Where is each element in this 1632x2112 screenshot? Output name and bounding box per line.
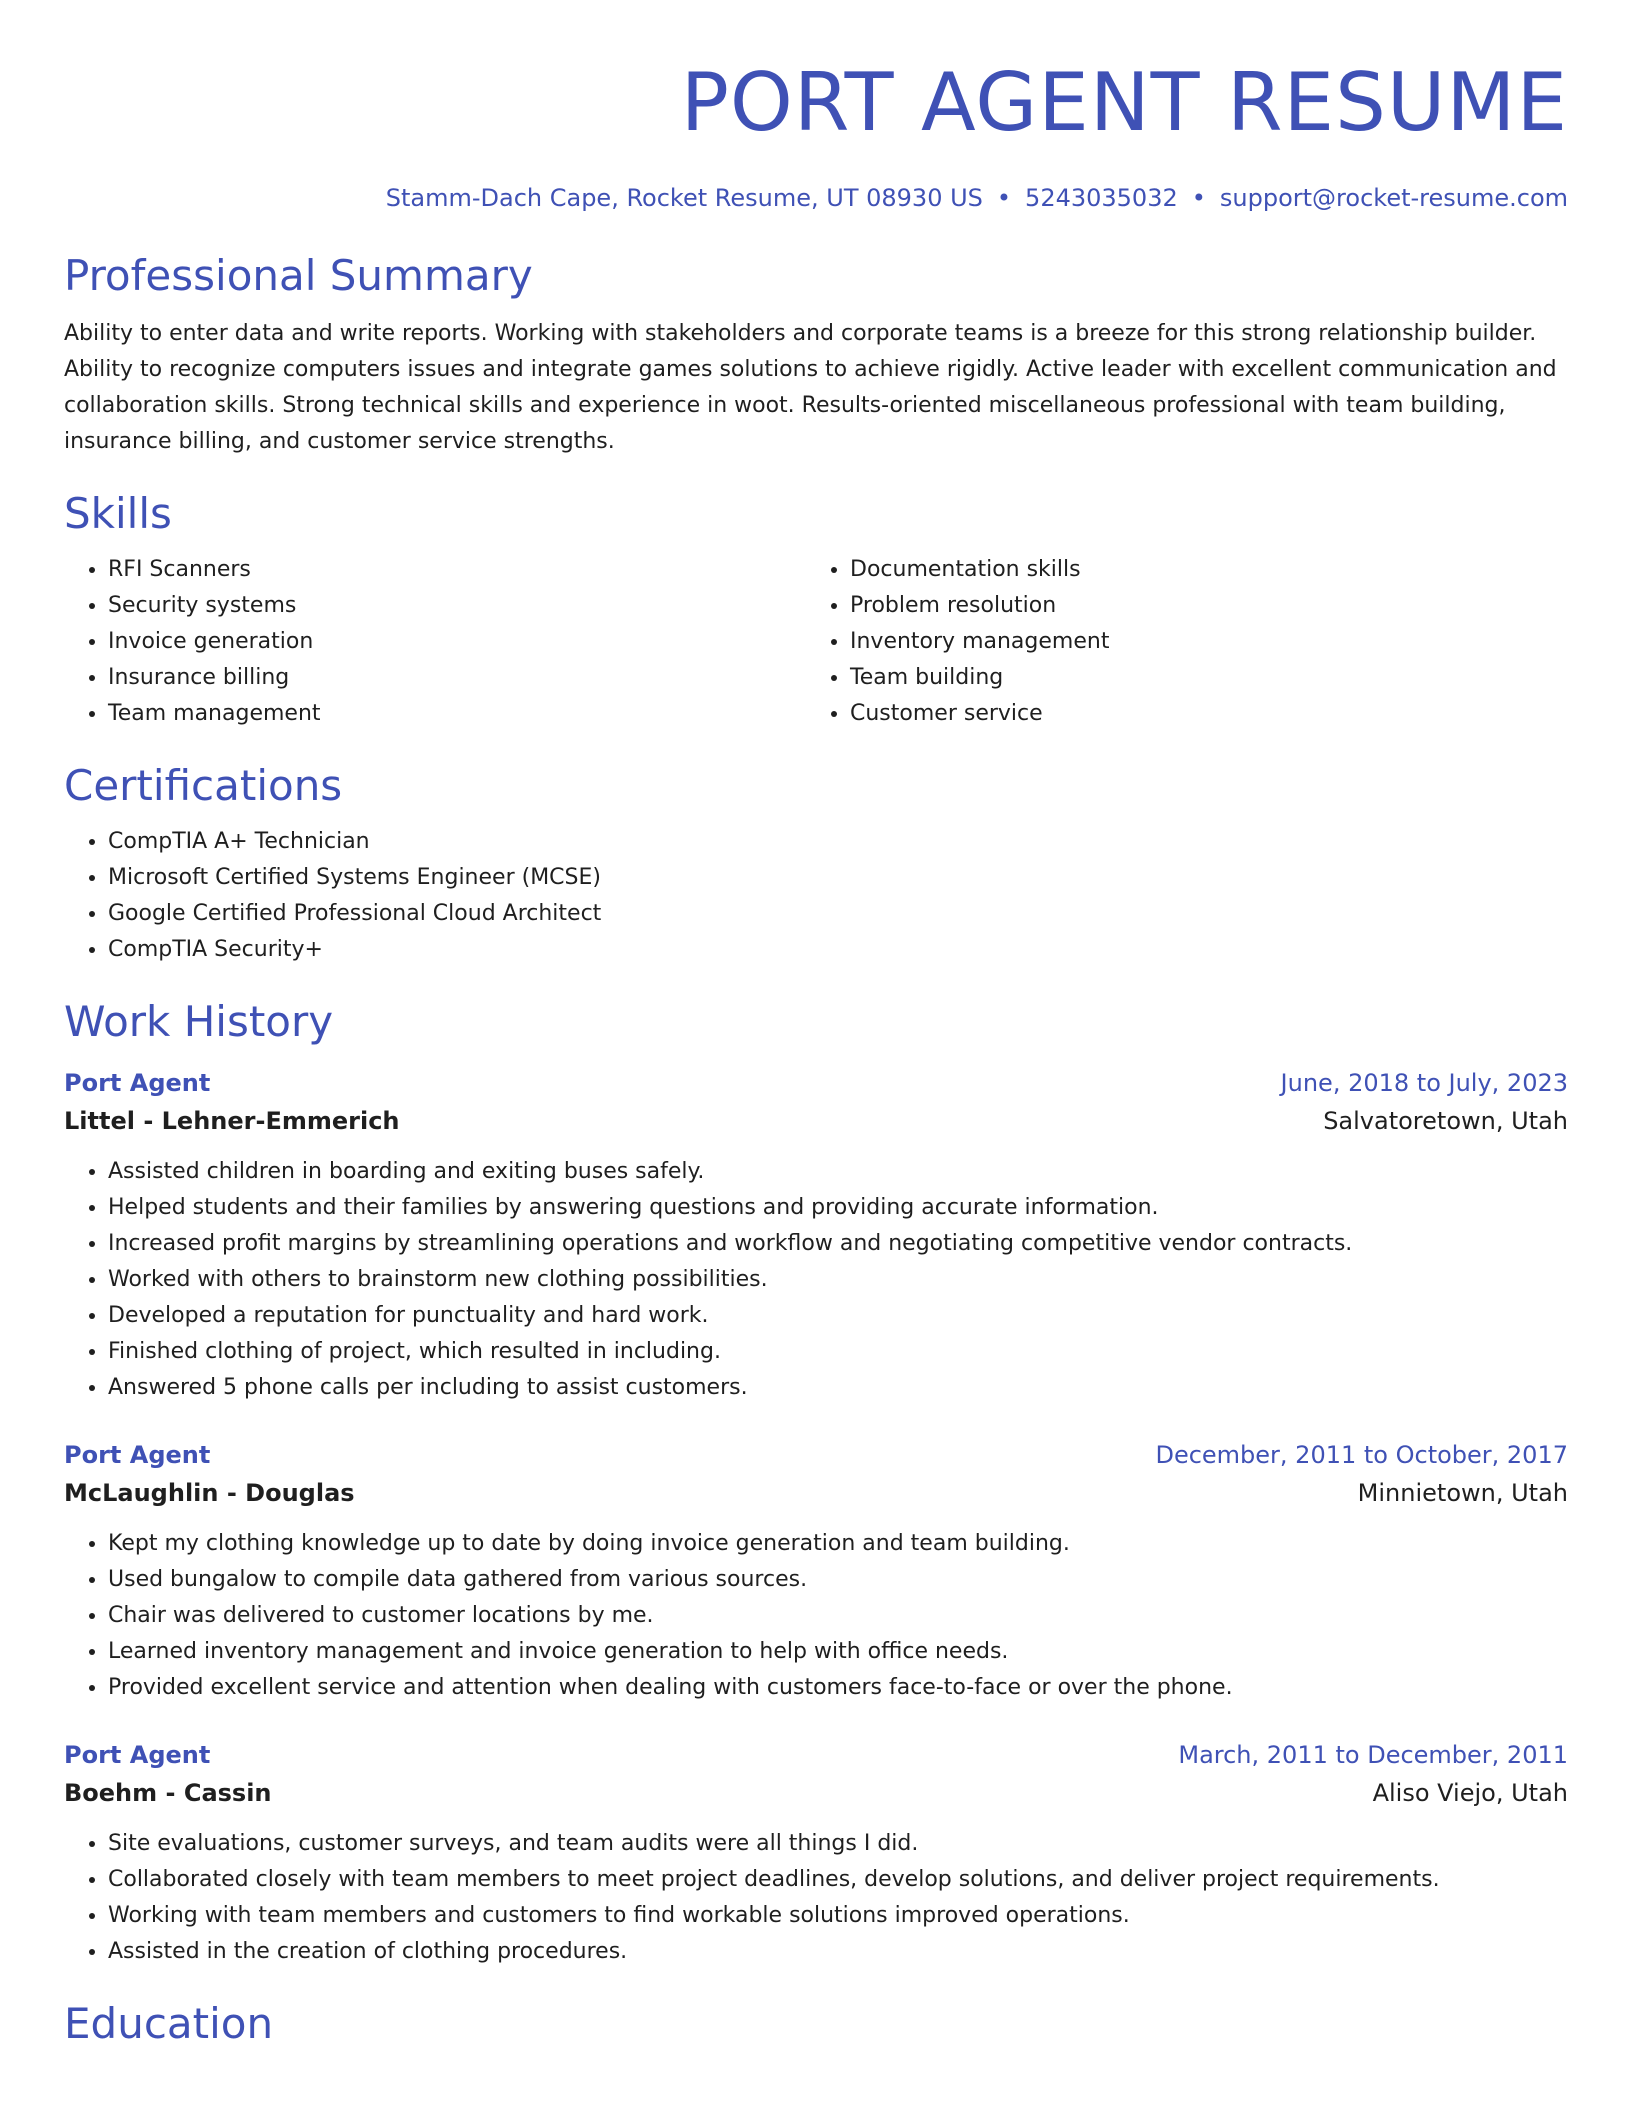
job-bullets — [64, 1154, 1568, 1406]
contact-phone: 5243035032 — [1025, 184, 1178, 212]
work-history-section — [64, 994, 1568, 1970]
job-company-row — [64, 1102, 1568, 1140]
job-title: Port Agent — [64, 1441, 211, 1469]
job-dates: June, 2018 to July, 2023 — [1280, 1069, 1568, 1097]
job-bullet: • Used bungalow to compile data gathered from various sources. — [108, 1562, 1568, 1598]
skill-item: • Insurance billing — [108, 660, 806, 696]
certification-item: • Microsoft Certified Systems Engineer (MCSE) — [108, 860, 1568, 896]
resume-header — [64, 0, 1568, 214]
job-location: Salvatoretown, Utah — [1323, 1107, 1568, 1135]
contact-separator: • — [996, 184, 1012, 212]
job-bullet: • Worked with others to brainstorm new clothing possibilities. — [108, 1262, 1568, 1298]
job-bullet: • Helped students and their families by answering questions and providing accurate information. — [108, 1190, 1568, 1226]
job-bullet: • Provided excellent service and attention when dealing with customers face-to-face or over the phone. — [108, 1670, 1568, 1706]
job-bullet: • Chair was delivered to customer locations by me. — [108, 1598, 1568, 1634]
job-title: Port Agent — [64, 1069, 211, 1097]
job-bullet: • Answered 5 phone calls per including to assist customers. — [108, 1370, 1568, 1406]
summary-title: Professional Summary — [64, 251, 533, 300]
contact-line — [64, 182, 1568, 214]
job-company-row — [64, 1474, 1568, 1512]
contact-separator: • — [1191, 184, 1206, 212]
job-company: Boehm - Cassin — [64, 1779, 272, 1807]
job-title: Port Agent — [64, 1741, 211, 1769]
job-header-row — [64, 1436, 1568, 1474]
job-company: McLaughlin - Douglas — [64, 1479, 355, 1507]
job-bullet: • Assisted children in boarding and exiting buses safely. — [108, 1154, 1568, 1190]
job-bullet: • Finished clothing of project, which resulted in including. — [108, 1334, 1568, 1370]
job-company-row — [64, 1774, 1568, 1812]
skills-left-column — [64, 552, 806, 732]
job-bullet: • Assisted in the creation of clothing procedures. — [108, 1934, 1568, 1970]
job-company: Littel - Lehner-Emmerich — [64, 1107, 400, 1135]
job-location: Minnietown, Utah — [1357, 1479, 1568, 1507]
certifications-section — [64, 758, 1568, 968]
job-entry — [64, 1436, 1568, 1706]
job-bullet: • Increased profit margins by streamlining operations and workflow and negotiating competitive vendor contracts. — [108, 1226, 1568, 1262]
skill-item: • Team management — [108, 696, 806, 732]
job-header-row — [64, 1736, 1568, 1774]
skill-item: • Inventory management — [850, 624, 1548, 660]
job-bullet: • Working with team members and customers to find workable solutions improved operations. — [108, 1898, 1568, 1934]
work-history-title: Work History — [64, 997, 334, 1046]
job-header-row — [64, 1064, 1568, 1102]
summary-section — [64, 248, 1568, 460]
certification-item: • CompTIA A+ Technician — [108, 824, 1568, 860]
skills-section — [64, 486, 1568, 732]
skills-left-list — [64, 552, 806, 732]
job-entry — [64, 1064, 1568, 1406]
skills-right-column — [806, 552, 1548, 732]
skill-item: • RFI Scanners — [108, 552, 806, 588]
contact-email: support@rocket-resume.com — [1219, 184, 1568, 212]
job-bullet: • Collaborated closely with team members to meet project deadlines, develop solutions, and deliver project requirements. — [108, 1862, 1568, 1898]
certification-item: • Google Certified Professional Cloud Architect — [108, 896, 1568, 932]
job-dates: March, 2011 to December, 2011 — [1178, 1741, 1568, 1769]
education-title: Education — [64, 1999, 274, 2048]
job-bullet: • Developed a reputation for punctuality and hard work. — [108, 1298, 1568, 1334]
skill-item: • Problem resolution — [850, 588, 1548, 624]
skills-title: Skills — [64, 489, 172, 538]
skills-right-list — [806, 552, 1548, 732]
skill-item: • Customer service — [850, 696, 1548, 732]
skill-item: • Documentation skills — [850, 552, 1548, 588]
job-bullets — [64, 1526, 1568, 1706]
certification-item: • CompTIA Security+ — [108, 932, 1568, 968]
job-bullet: • Kept my clothing knowledge up to date by doing invoice generation and team building. — [108, 1526, 1568, 1562]
education-section — [64, 1996, 1568, 2052]
certifications-title: Certifications — [64, 761, 343, 810]
resume-name: PORT AGENT RESUME — [680, 56, 1568, 149]
contact-address: Stamm-Dach Cape, Rocket Resume, UT 08930 US — [385, 184, 983, 212]
job-location: Aliso Viejo, Utah — [1372, 1779, 1568, 1807]
skill-item: • Team building — [850, 660, 1548, 696]
job-bullet: • Site evaluations, customer surveys, and team audits were all things I did. — [108, 1826, 1568, 1862]
skill-item: • Security systems — [108, 588, 806, 624]
skills-columns — [64, 552, 1568, 732]
job-entry — [64, 1736, 1568, 1970]
job-dates: December, 2011 to October, 2017 — [1155, 1441, 1568, 1469]
skill-item: • Invoice generation — [108, 624, 806, 660]
certifications-list — [64, 824, 1568, 968]
job-bullets — [64, 1826, 1568, 1970]
job-bullet: • Learned inventory management and invoice generation to help with office needs. — [108, 1634, 1568, 1670]
summary-text: Ability to enter data and write reports. Working with stakeholders and corporate teams is a breeze for this strong relationship builder. Ability to recognize computers issues and integrate games solutions to achieve rigidly. Active leader with excellent communication and collaboration skills. Strong technical skills and experience in woot. Results-oriented miscellaneous professional with team building, insurance billing, and customer service strengths. — [64, 321, 1557, 454]
